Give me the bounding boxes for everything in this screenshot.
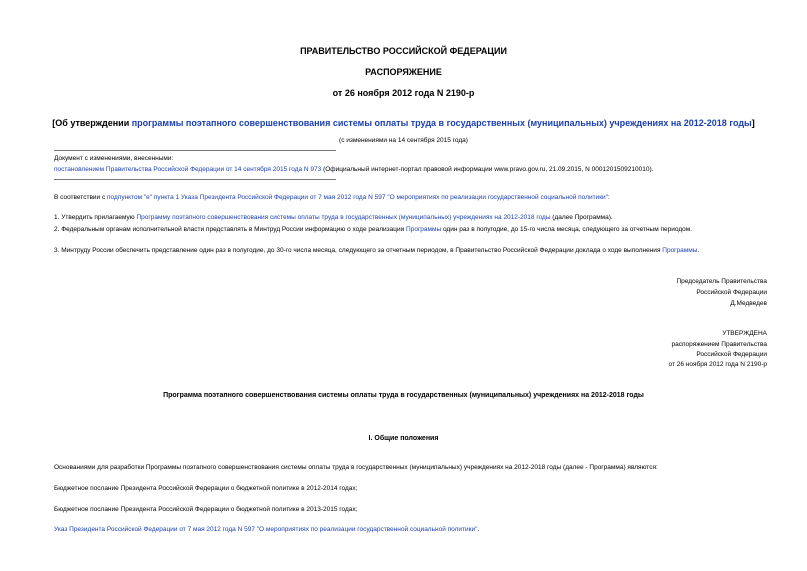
divider-bottom — [54, 179, 336, 180]
item-2-suffix: один раз в полугодие, до 15-го числа месяца, следующего за отчетным периодом. — [441, 226, 693, 233]
item-1 — [54, 214, 613, 222]
program-title: Программа поэтапного совершенствования системы оплаты труда в государственных (муниципальных) учреждениях на 2012-2018 годы — [163, 392, 644, 399]
section-1-paragraph-3: Бюджетное послание Президента Российской Федерации о бюджетной политике в 2013-2015 годах; — [54, 506, 358, 513]
preamble-prefix: В соответствии с — [54, 194, 108, 201]
changes-label: Документ с изменениями, внесенными: — [54, 155, 174, 162]
item-3-program-link[interactable]: Программы — [662, 247, 698, 254]
section-1-paragraph-1: Основаниями для разработки Программы поэтапного совершенствования системы оплаты труда в государственных (муниципальных) учреждениях на 2012-2018 годы (далее - Программа) являются: — [54, 464, 658, 471]
section-1-title: I. Общие положения — [368, 435, 439, 442]
title-close: ] — [751, 118, 755, 128]
item-2-program-link[interactable]: Программы — [406, 226, 442, 233]
section-1-decree-link[interactable]: Указ Президента Российской Федерации от 7 мая 2012 года N 597 "О мероприятиях по реализации государственной социальной политики" — [54, 526, 478, 533]
preamble-decree-link[interactable]: подпунктом "е" пункта 1 Указа Президента Российской Федерации от 7 мая 2012 года N 597 "О мероприятиях по реализации государственной социальной политики" — [107, 194, 608, 201]
changes-line — [54, 166, 653, 174]
item-3-prefix: 3. Минтруду России обеспечить представление один раз в полугодие, до 30-го числа месяца, следующего за отчетным периодом, в Правительство Российской Федерации доклада о ходе выполнения — [54, 247, 663, 254]
item-3 — [54, 247, 699, 255]
approved-date: от 26 ноября 2012 года N 2190-р — [668, 361, 767, 368]
title-program-link[interactable]: программы поэтапного совершенствования системы оплаты труда в государственных (муниципальных) учреждениях на 2012-2018 годы — [131, 118, 752, 128]
document-title — [0, 118, 807, 129]
signature-position: Председатель Правительства — [676, 278, 767, 285]
item-1-program-link[interactable]: Программу поэтапного совершенствования системы оплаты труда в государственных (муниципальных) учреждениях на 2012-2018 годы — [136, 214, 551, 221]
preamble — [54, 194, 610, 202]
divider-top — [54, 150, 336, 151]
item-1-suffix: (далее Программа). — [550, 214, 613, 221]
changes-source: (Официальный интернет-портал правовой информации www.pravo.gov.ru, 21.09.2015, N 0001201509210010). — [321, 166, 654, 173]
approved-heading: УТВЕРЖДЕНА — [722, 330, 767, 337]
item-2-prefix: 2. Федеральным органам исполнительной власти представлять в Минтруд России информацию о ходе реализации — [54, 226, 407, 233]
title-open: [Об утверждении — [52, 118, 132, 128]
document-type-heading: РАСПОРЯЖЕНИЕ — [365, 67, 442, 77]
section-1-paragraph-2: Бюджетное послание Президента Российской Федерации о бюджетной политике в 2012-2014 годах; — [54, 485, 358, 492]
preamble-suffix: : — [607, 194, 610, 201]
item-3-suffix: . — [697, 247, 700, 254]
amended-note: (с изменениями на 14 сентября 2015 года) — [339, 137, 468, 144]
section-1-paragraph-4-suffix: . — [477, 526, 480, 533]
signature-country: Российской Федерации — [696, 289, 767, 296]
section-1-paragraph-4 — [54, 526, 479, 534]
item-1-prefix: 1. Утвердить прилагаемую — [54, 214, 137, 221]
document-date-number: от 26 ноября 2012 года N 2190-р — [332, 88, 475, 98]
changes-decree-link[interactable]: постановлением Правительства Российской Федерации от 14 сентября 2015 года N 973 — [54, 166, 322, 173]
signature-name: Д.Медведев — [730, 300, 767, 307]
item-2 — [54, 226, 692, 234]
approved-by: распоряжением Правительства — [671, 341, 767, 348]
government-heading: ПРАВИТЕЛЬСТВО РОССИЙСКОЙ ФЕДЕРАЦИИ — [300, 46, 507, 56]
approved-country: Российской Федерации — [696, 351, 767, 358]
